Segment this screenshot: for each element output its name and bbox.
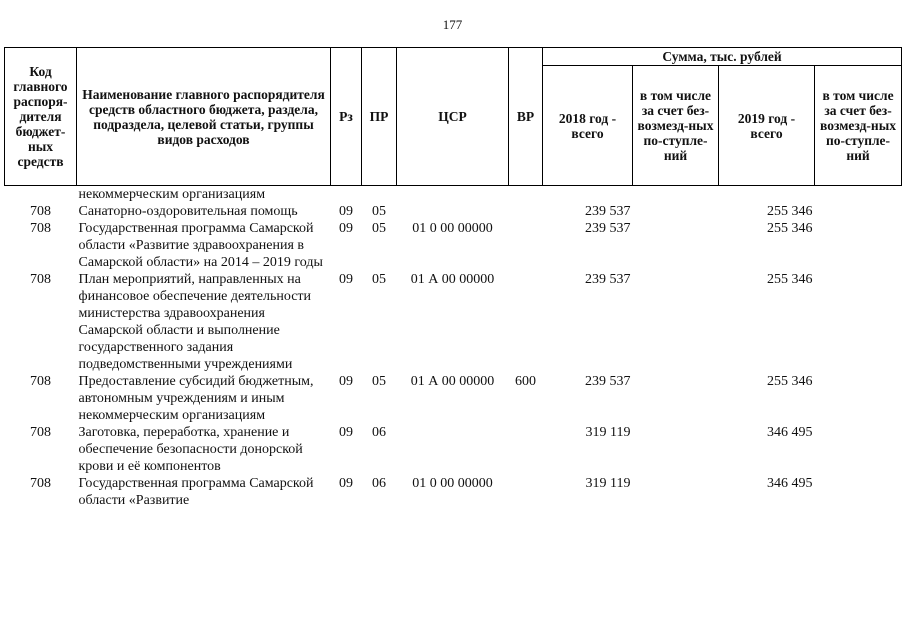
cell-rz <box>331 186 362 204</box>
cell-code: 708 <box>30 374 51 389</box>
cell-csr <box>397 186 509 204</box>
cell-sum-2019: 255 346 <box>767 272 813 287</box>
cell-incl-2019 <box>815 373 902 424</box>
cell-pr: 06 <box>372 476 386 491</box>
table-header <box>5 48 902 186</box>
header-2019-incl: в том числе за счет без-возмезд-ных по-ступле-ний <box>815 66 902 186</box>
page-number: 177 <box>442 17 463 32</box>
header-2018-total: 2018 год - всего <box>543 66 633 186</box>
cell-code: 708 <box>30 221 51 236</box>
cell-vr: 600 <box>515 374 536 389</box>
cell-sum-2018: 239 537 <box>585 221 631 236</box>
cell-sum-2018: 319 119 <box>585 476 631 491</box>
cell-name: некоммерческим организациям <box>78 187 266 202</box>
cell-pr: 05 <box>372 221 386 236</box>
cell-csr <box>397 203 509 220</box>
cell-vr <box>509 220 543 271</box>
cell-incl-2018 <box>633 186 719 204</box>
cell-sum-2018: 239 537 <box>585 374 631 389</box>
cell-incl-2019 <box>815 203 902 220</box>
cell-code: 708 <box>30 204 51 219</box>
cell-name: Заготовка, переработка, хранение и обеспечение безопасности донорской крови и её компонентов <box>78 425 303 474</box>
table-body <box>5 186 902 510</box>
cell-incl-2018 <box>633 424 719 475</box>
cell-incl-2018 <box>633 203 719 220</box>
header-vr: ВР <box>509 48 543 186</box>
cell-vr <box>509 424 543 475</box>
cell-name: Санаторно-оздоровительная помощь <box>78 204 298 219</box>
cell-csr: 01 0 00 00000 <box>412 221 493 236</box>
cell-rz: 09 <box>339 374 353 389</box>
cell-incl-2019 <box>815 220 902 271</box>
cell-csr: 01 А 00 00000 <box>410 272 495 287</box>
table-row <box>5 424 902 475</box>
cell-name: Предоставление субсидий бюджетным, автономным учреждениям и иным некоммерческим организациям <box>78 374 314 423</box>
cell-sum-2018: 239 537 <box>585 272 631 287</box>
cell-rz: 09 <box>339 425 353 440</box>
cell-incl-2019 <box>815 424 902 475</box>
cell-pr: 05 <box>372 204 386 219</box>
header-sum: Сумма, тыс. рублей <box>543 48 902 66</box>
cell-csr: 01 0 00 00000 <box>412 476 493 491</box>
table-row <box>5 373 902 424</box>
budget-table <box>4 47 902 509</box>
cell-vr <box>509 271 543 373</box>
cell-pr: 06 <box>372 425 386 440</box>
cell-incl-2018 <box>633 220 719 271</box>
header-name: Наименование главного распорядителя средств областного бюджета, раздела, подраздела, целевой статьи, группы видов расходов <box>77 48 331 186</box>
cell-vr <box>509 203 543 220</box>
header-pr: ПР <box>362 48 397 186</box>
cell-name: План мероприятий, направленных на финансовое обеспечение деятельности министерства здравоохранения Самарской области и выполнение государственного задания подведомственными учреждениями <box>78 272 312 372</box>
cell-incl-2018 <box>633 271 719 373</box>
header-code: Код главного распоря-дителя бюджет-ных средств <box>5 48 77 186</box>
cell-sum-2019: 346 495 <box>767 425 813 440</box>
cell-sum-2019 <box>719 186 815 204</box>
table-row <box>5 271 902 373</box>
cell-sum-2018: 319 119 <box>585 425 631 440</box>
cell-code: 708 <box>30 425 51 440</box>
cell-incl-2018 <box>633 475 719 509</box>
cell-name: Государственная программа Самарской области «Развитие <box>78 476 314 508</box>
cell-csr <box>397 424 509 475</box>
cell-sum-2019: 255 346 <box>767 204 813 219</box>
cell-name: Государственная программа Самарской области «Развитие здравоохранения в Самарской области» на 2014 – 2019 годы <box>78 221 323 270</box>
cell-rz: 09 <box>339 204 353 219</box>
table-row <box>5 186 902 204</box>
header-2019-total: 2019 год - всего <box>719 66 815 186</box>
cell-vr <box>509 186 543 204</box>
cell-incl-2019 <box>815 186 902 204</box>
header-rz: Рз <box>331 48 362 186</box>
cell-sum-2019: 255 346 <box>767 221 813 236</box>
cell-incl-2018 <box>633 373 719 424</box>
cell-incl-2019 <box>815 475 902 509</box>
table-row <box>5 475 902 509</box>
table-row <box>5 220 902 271</box>
table-row <box>5 203 902 220</box>
cell-code: 708 <box>30 272 51 287</box>
cell-pr: 05 <box>372 374 386 389</box>
cell-code: 708 <box>30 476 51 491</box>
cell-code <box>5 186 77 204</box>
cell-sum-2019: 255 346 <box>767 374 813 389</box>
cell-vr <box>509 475 543 509</box>
cell-sum-2019: 346 495 <box>767 476 813 491</box>
cell-pr: 05 <box>372 272 386 287</box>
cell-rz: 09 <box>339 476 353 491</box>
header-csr: ЦСР <box>397 48 509 186</box>
cell-csr: 01 А 00 00000 <box>410 374 495 389</box>
cell-pr <box>362 186 397 204</box>
cell-sum-2018 <box>543 186 633 204</box>
cell-rz: 09 <box>339 272 353 287</box>
cell-rz: 09 <box>339 221 353 236</box>
cell-incl-2019 <box>815 271 902 373</box>
header-2018-incl: в том числе за счет без-возмезд-ных по-ступле-ний <box>633 66 719 186</box>
cell-sum-2018: 239 537 <box>585 204 631 219</box>
